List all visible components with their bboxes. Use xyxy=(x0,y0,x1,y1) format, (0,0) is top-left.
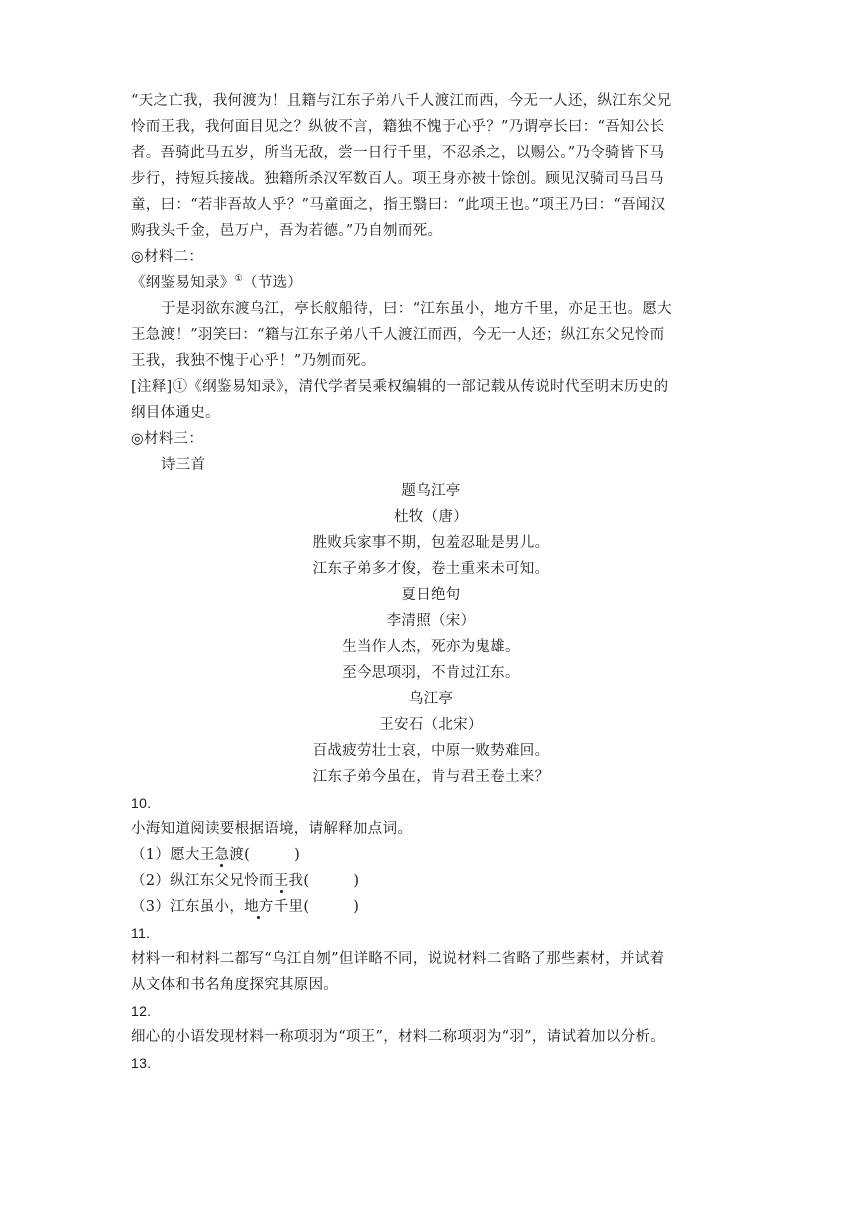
material2-note xyxy=(131,374,731,426)
text-line: 购我头千金，邑万户，吾为若德。”乃自刎而死。 xyxy=(131,223,443,239)
question-number: 12. xyxy=(131,1003,152,1019)
dotted-word: 急 xyxy=(215,842,230,868)
item-close: ) xyxy=(294,847,301,863)
question-prompt: 小海知道阅读要根据语境，请解释加点词。 xyxy=(131,821,413,837)
document-page xyxy=(131,88,731,1076)
poem-line: 江东子弟多才俊，卷土重来未可知。 xyxy=(312,561,550,577)
question-item xyxy=(131,842,731,868)
text-line: 王急渡！”羽笑曰：“籍与江东子弟八千人渡江而西，今无一人还；纵江东父兄怜而 xyxy=(131,327,665,343)
poem-line: 胜败兵家事不期，包羞忍耻是男儿。 xyxy=(312,535,550,551)
text-line: 童，曰：“若非吾故人乎？”马童面之，指王翳曰：“此项王也。”项王乃曰：“吾闻汉 xyxy=(131,197,666,213)
poem-title: 乌江亭 xyxy=(408,691,454,707)
item-close: ) xyxy=(353,899,360,915)
material3-heading: ◎材料三： xyxy=(131,431,204,447)
question-text: 材料一和材料二都写“乌江自刎”但详略不同，说说材料二省略了那些素材，并试着 xyxy=(131,951,665,967)
dotted-word: 王 xyxy=(274,868,289,894)
item-suffix: 渡( xyxy=(229,847,251,863)
material2-title xyxy=(131,270,731,296)
item-close: ) xyxy=(353,873,360,889)
material2-heading: ◎材料二： xyxy=(131,249,204,265)
poem-line: 至今思项羽，不肯过江东。 xyxy=(342,665,520,681)
question-item xyxy=(131,894,731,920)
poem-author: 王安石（北宋） xyxy=(379,717,483,733)
poem-author: 杜牧（唐） xyxy=(394,509,468,525)
poem-author: 李清照（宋） xyxy=(386,613,476,629)
question-text: 从文体和书名角度探究其原因。 xyxy=(131,977,339,993)
book-title: 《纲鉴易知录》 xyxy=(131,275,235,291)
poem-line: 生当作人杰，死亦为鬼雄。 xyxy=(342,639,520,655)
question-number: 10. xyxy=(131,795,152,811)
footnote-marker: ① xyxy=(234,274,243,285)
item-prefix: （2）纵江东父兄怜而 xyxy=(131,873,274,889)
item-suffix: 我( xyxy=(288,873,310,889)
poem-2 xyxy=(131,582,731,686)
text-line: 者。吾骑此马五岁，所当无敌，尝一日行千里，不忍杀之，以赐公。”乃令骑皆下马 xyxy=(131,145,665,161)
poem-title: 夏日绝句 xyxy=(401,587,461,603)
text-line: 于是羽欲东渡乌江，亭长舣船待，曰：“江东虽小，地方千里，亦足王也。愿大 xyxy=(161,301,672,317)
dotted-word: 地方 xyxy=(244,894,274,920)
material3-subtitle: 诗三首 xyxy=(161,457,206,473)
question-text: 细心的小语发现材料一称项羽为“项王”，材料二称项羽为“羽”，请试着加以分析。 xyxy=(131,1029,666,1045)
item-suffix: 千里( xyxy=(273,899,310,915)
poem-line: 江东子弟今虽在，肯与君王卷土来？ xyxy=(312,769,550,785)
poem-line: 百战疲劳壮士哀，中原一败势难回。 xyxy=(312,743,550,759)
poem-3 xyxy=(131,686,731,790)
poem-1 xyxy=(131,478,731,582)
question-number: 11. xyxy=(131,925,151,941)
item-prefix: （1）愿大王 xyxy=(131,847,215,863)
text-line: 王我，我独不愧于心乎！”乃刎而死。 xyxy=(131,353,376,369)
material1-text xyxy=(131,88,731,244)
text-line: 步行，持短兵接战。独籍所杀汉军数百人。项王身亦被十馀创。顾见汉骑司马吕马 xyxy=(131,171,664,187)
note-line: 纲目体通史。 xyxy=(131,405,220,421)
item-prefix: （3）江东虽小， xyxy=(131,899,245,915)
material2-body xyxy=(131,296,731,374)
text-line: “天之亡我，我何渡为！且籍与江东子弟八千人渡江而西，今无一人还，纵江东父兄 xyxy=(131,93,672,109)
question-number: 13. xyxy=(131,1055,152,1071)
poem-title: 题乌江亭 xyxy=(401,483,461,499)
text-line: 怜而王我，我何面目见之？纵彼不言，籍独不愧于心乎？”乃谓亭长曰：“吾知公长 xyxy=(131,119,665,135)
note-line: [注释]①《纲鉴易知录》，清代学者吴乘权编辑的一部记载从传说时代至明末历史的 xyxy=(131,379,669,395)
title-suffix: （节选） xyxy=(242,275,303,291)
question-item xyxy=(131,868,731,894)
